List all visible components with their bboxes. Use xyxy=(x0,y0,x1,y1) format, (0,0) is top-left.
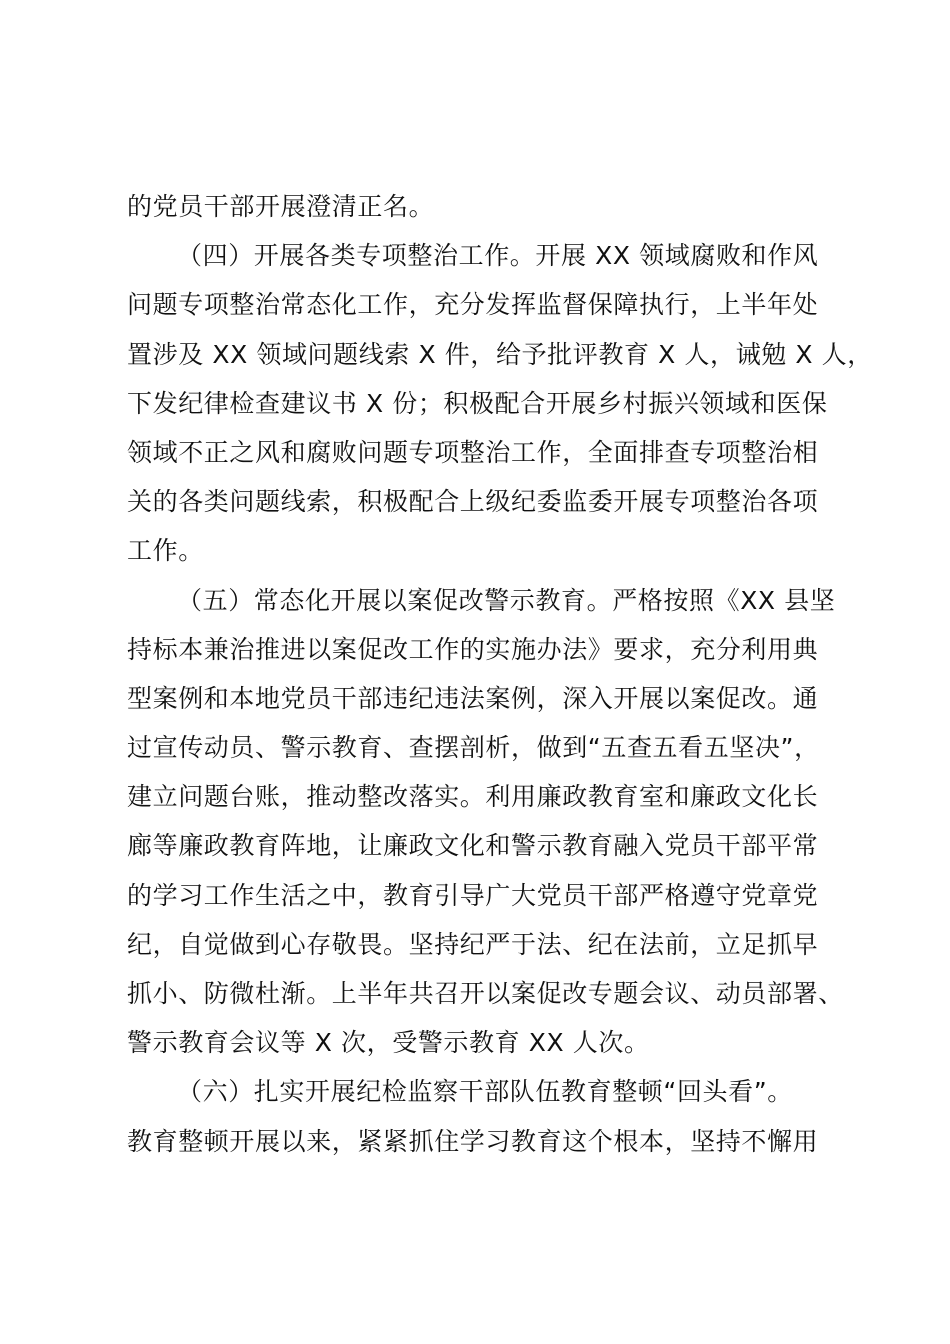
text-line: 领域不正之风和腐败问题专项整治工作，全面排查专项整治相 xyxy=(127,437,819,467)
text-line: 置涉及 XX 领域问题线索 X 件，给予批评教育 X 人，诫勉 X 人， xyxy=(127,339,873,369)
text-line: 警示教育会议等 X 次，受警示教育 XX 人次。 xyxy=(127,1028,650,1058)
text-line: 的党员干部开展澄清正名。 xyxy=(127,192,435,221)
text-line: 抓小、防微杜渐。上半年共召开以案促改专题会议、动员部署、 xyxy=(127,979,844,1008)
text-line: 廊等廉政教育阵地，让廉政文化和警示教育融入党员干部平常 xyxy=(127,831,819,861)
text-line: 纪，自觉做到心存敬畏。坚持纪严于法、纪在法前，立足抓早 xyxy=(127,929,819,959)
paragraph-heading-line: （五）常态化开展以案促改警示教育。严格按照《XX 县坚 xyxy=(177,585,836,615)
text-line: 问题专项整治常态化工作，充分发挥监督保障执行，上半年处 xyxy=(127,290,819,320)
text-line: 教育整顿开展以来，紧紧抓住学习教育这个根本，坚持不懈用 xyxy=(127,1126,819,1156)
paragraph-heading-line: （四）开展各类专项整治工作。开展 XX 领域腐败和作风 xyxy=(177,241,819,271)
text-line: 建立问题台账，推动整改落实。利用廉政教育室和廉政文化长 xyxy=(127,782,819,812)
body-text xyxy=(127,182,873,1166)
text-line: 持标本兼治推进以案促改工作的实施办法》要求，充分利用典 xyxy=(127,634,819,664)
text-line: 型案例和本地党员干部违纪违法案例，深入开展以案促改。通 xyxy=(127,683,819,713)
text-line: 下发纪律检查建议书 X 份；积极配合开展乡村振兴领域和医保 xyxy=(127,388,828,418)
text-line: 工作。 xyxy=(127,536,204,566)
paragraph-heading-line: （六）扎实开展纪检监察干部队伍教育整顿“回头看”。 xyxy=(177,1077,793,1107)
text-line: 关的各类问题线索，积极配合上级纪委监委开展专项整治各项 xyxy=(127,487,819,517)
text-line: 过宣传动员、警示教育、查摆剖析，做到“五查五看五坚决”， xyxy=(127,733,820,763)
text-line: 的学习工作生活之中，教育引导广大党员干部严格遵守党章党 xyxy=(127,880,819,910)
